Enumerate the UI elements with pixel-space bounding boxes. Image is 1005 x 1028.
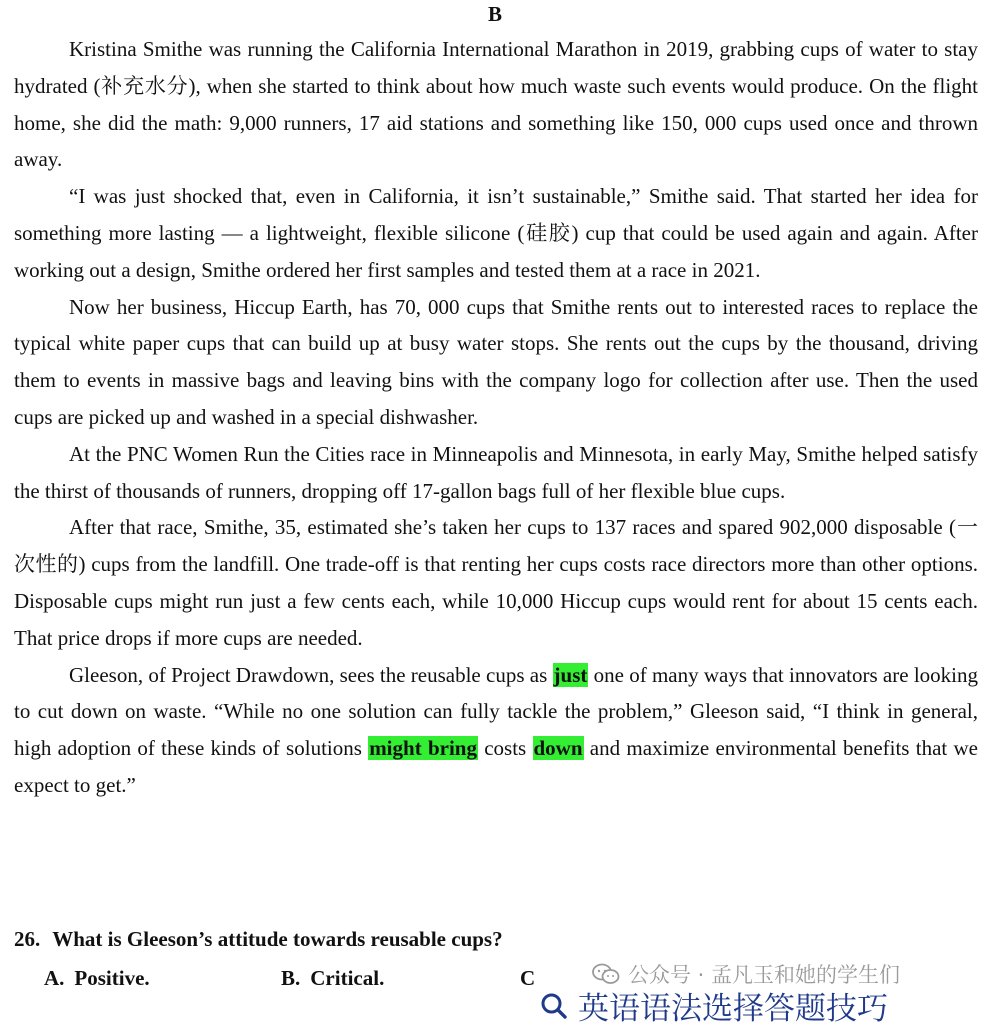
watermark-search-text: 英语语法选择答题技巧 — [578, 991, 888, 1027]
paragraph-6-text: and maximize environmental benefits that we expect to get.” — [14, 736, 978, 797]
question-text: What is Gleeson’s attitude towards reusable cups? — [52, 927, 503, 951]
paragraph-6-text: one of many ways that innovators are looking to cut down on waste. “While no one solution can fully tackle the problem,” Gleeson said, “I think in general, high adoption of these kinds of solutions — [14, 662, 978, 761]
wechat-icon — [592, 963, 620, 985]
paragraph-4: At the PNC Women Run the Cities race in Minneapolis and Minnesota, in early May, Smithe helped satisfy the thirst of thousands of runners, dropping off 17-gallon bags full of her flexible blue cups. — [14, 441, 978, 503]
question-26 — [14, 922, 974, 956]
paragraph-6-text: costs — [477, 736, 533, 761]
option-b[interactable] — [281, 961, 384, 995]
paragraph-6-text: Gleeson, of Project Drawdown, sees the reusable cups as — [69, 662, 553, 687]
option-b-letter: B. — [281, 966, 301, 990]
paragraph-5: After that race, Smithe, 35, estimated she’s taken her cups to 137 races and spared 902,000 disposable (一次性的) cups from the landfill. One trade-off is that renting her cups costs race directors more than other options. Disposable cups might run just a few cents each, while 10,000 Hiccup cups would rent for about 15 cents each. That price drops if more cups are needed. — [14, 515, 978, 650]
reading-passage — [14, 31, 978, 804]
option-c-letter: C — [520, 966, 536, 990]
question-number: 26. — [14, 927, 41, 951]
paragraph-6 — [14, 657, 978, 804]
watermark-search[interactable] — [540, 983, 888, 1028]
watermark-account-text: 公众号 · 孟凡玉和她的学生们 — [628, 963, 901, 987]
highlight-just: just — [553, 662, 588, 687]
highlight-might-bring: might bring — [369, 736, 477, 761]
option-a[interactable] — [44, 961, 150, 995]
paragraph-1: Kristina Smithe was running the California International Marathon in 2019, grabbing cups of water to stay hydrated (补充水分), when she started to think about how much waste such events would produce. On the flight home, she did the math: 9,000 runners, 17 aid stations and something like 150, 000 cups used once and thrown away. — [14, 37, 978, 172]
option-b-text: Critical. — [310, 966, 385, 990]
search-icon — [540, 992, 568, 1020]
wechat-watermark — [576, 953, 1005, 1027]
paragraph-2: “I was just shocked that, even in California, it isn’t sustainable,” Smithe said. That started her idea for something more lasting — a lightweight, flexible silicone (硅胶) cup that could be used again and again. After working out a design, Smithe ordered her first samples and tested them at a race in 2021. — [14, 184, 978, 282]
highlight-down: down — [533, 736, 583, 761]
option-a-letter: A. — [44, 966, 65, 990]
section-letter: B — [487, 2, 502, 26]
option-a-text: Positive. — [74, 966, 150, 990]
paragraph-3: Now her business, Hiccup Earth, has 70, 000 cups that Smithe rents out to interested races to replace the typical white paper cups that can build up at busy water stops. She rents out the cups by the thousand, driving them to events in massive bags and leaving bins with the company logo for collection after use. Then the used cups are picked up and washed in a special dishwasher. — [14, 294, 978, 429]
